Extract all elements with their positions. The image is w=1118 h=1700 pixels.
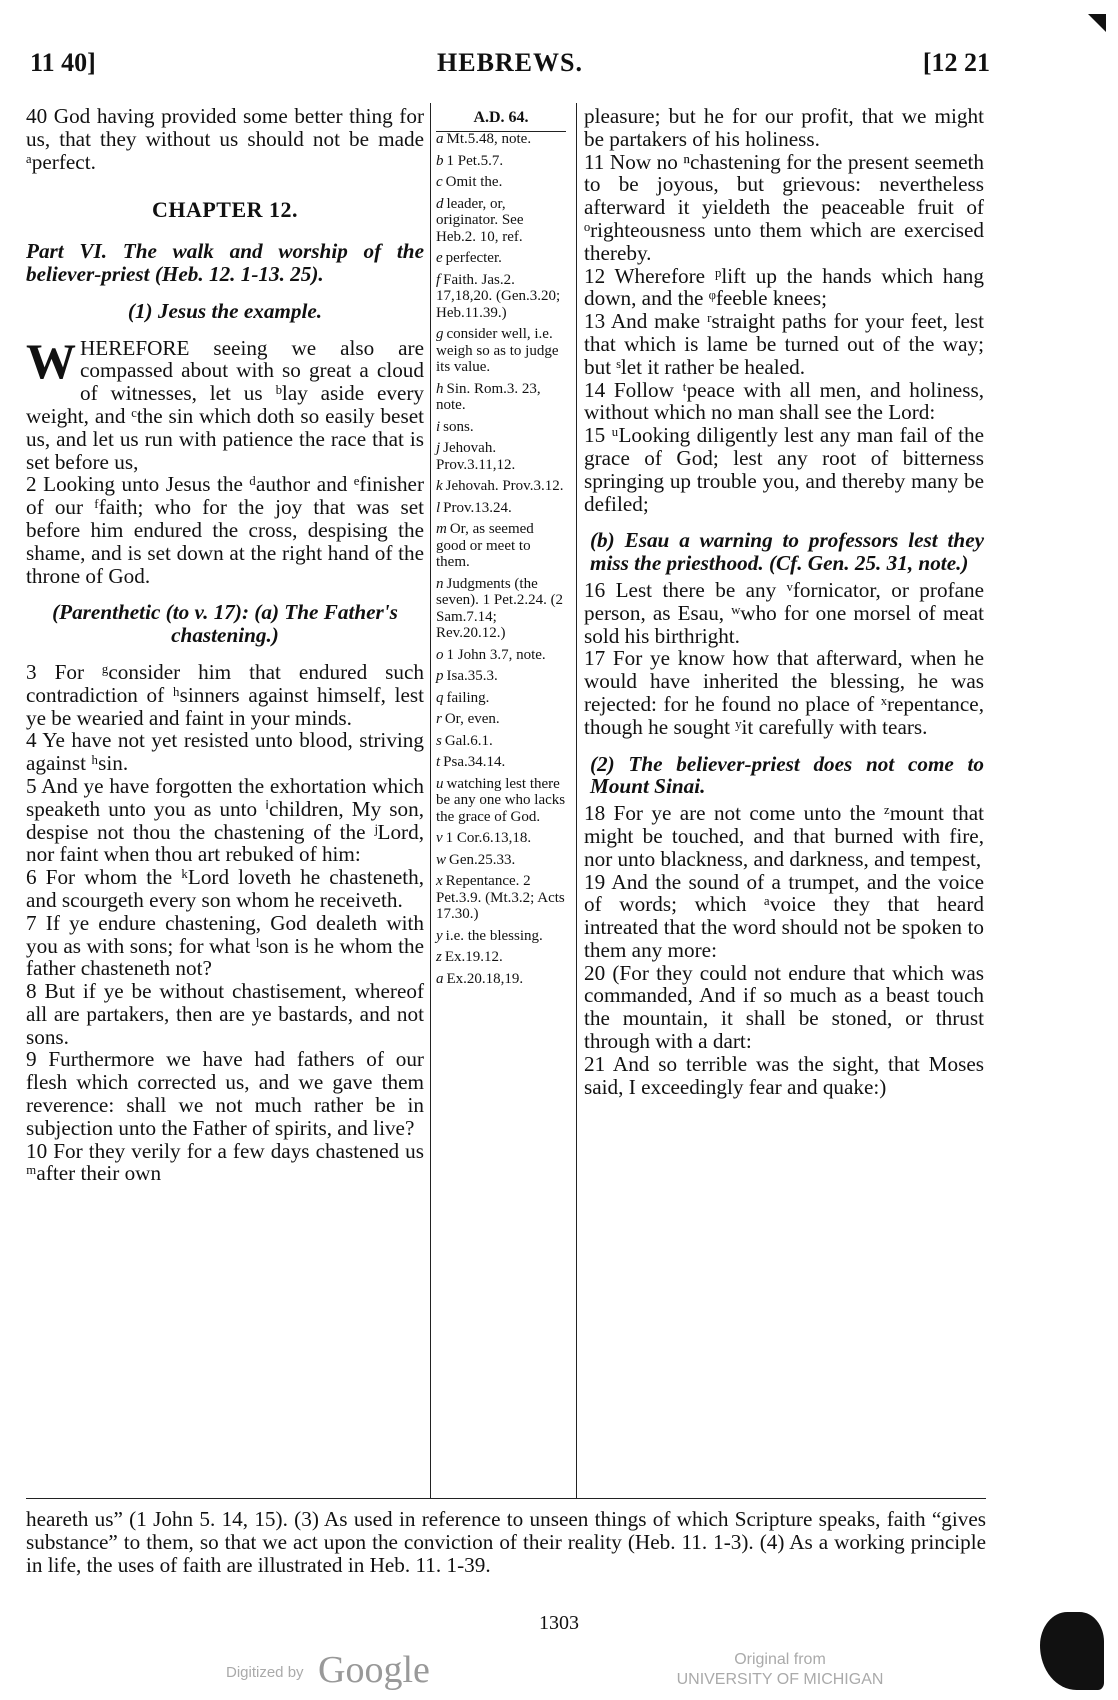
section-heading-b: (b) Esau a warning to professors lest they miss the priesthood. (Cf. Gen. 25. 31, note.) xyxy=(590,528,984,576)
parenthetic-heading: (Parenthetic (to v. 17): (a) The Father's chastening.) xyxy=(52,600,398,648)
section-heading-2: (2) The believer-priest does not come to Mount Sinai. xyxy=(590,751,984,799)
verse-12-14: 14 Follow ᵗpeace with all men, and holiness, without which no man shall see the Lord: xyxy=(584,377,984,425)
reference-note-letter: l xyxy=(436,499,441,516)
reference-note xyxy=(436,131,566,148)
reference-note xyxy=(436,153,566,170)
reference-notes xyxy=(436,131,566,987)
reference-note-letter: i xyxy=(436,418,441,435)
reference-note-letter: c xyxy=(436,174,443,190)
verse-12-2: 2 Looking unto Jesus the ᵈauthor and ᵉfinisher of our ᶠfaith; who for the joy that was set before him endured the cross, despising the shame, and is set down at the right hand of the throne of God. xyxy=(26,472,424,588)
footnote-rule xyxy=(26,1498,986,1499)
footnote: heareth us” (1 John 5. 14, 15). (3) As used in reference to unseen things of which Scripture speaks, faith “gives substance” to them, so that we act upon the conviction of their reality (Heb. 11. 1-3). (4) As a working principle in life, the uses of faith are illustrated in Heb. 11. 1-39. xyxy=(26,1507,986,1577)
reference-note-letter: z xyxy=(436,949,442,965)
verse-12-20: 20 (For they could not endure that which was commanded, And if so much as a beast touch the mountain, it shall be stoned, or thrust through with a dart: xyxy=(584,960,984,1054)
reference-note xyxy=(436,668,566,685)
verse-12-1-text: HEREFORE seeing we also are compassed about with so great a cloud of witnesses, let us ᵇlay aside every weight, and ᶜthe sin which doth so easily beset us, and let us run with patience the race that is set before us, xyxy=(26,335,424,474)
reference-note xyxy=(436,830,566,847)
page-number: 1303 xyxy=(539,1612,579,1634)
reference-note-letter: b xyxy=(436,152,444,169)
reference-note-letter: m xyxy=(436,521,447,537)
corner-mark xyxy=(1088,14,1106,32)
verse-12-6: 6 For whom the ᵏLord loveth he chasteneth, and scourgeth every son whom he receiveth. xyxy=(26,865,424,912)
reference-note-text: leader, or, originator. See Heb.2. 10, ref. xyxy=(436,195,524,245)
reference-note xyxy=(436,971,566,988)
verse-12-19: 19 And the sound of a trumpet, and the voice of words; which ᵃvoice they that heard intreated that the word should not be spoken to them any more: xyxy=(584,869,984,962)
reference-note-text: Jehovah. Prov.3.12. xyxy=(445,478,564,494)
drop-cap: W xyxy=(26,332,76,389)
reference-note xyxy=(436,733,566,750)
reference-note xyxy=(436,711,566,728)
reference-note-letter: n xyxy=(436,575,444,592)
reference-note-letter: t xyxy=(436,754,441,770)
reference-note xyxy=(436,521,566,571)
reference-note-letter: v xyxy=(436,830,443,846)
reference-note-text: Omit the. xyxy=(445,174,503,190)
section-heading-1: (1) Jesus the example. xyxy=(127,298,323,323)
university-label: UNIVERSITY OF MICHIGAN xyxy=(676,1671,884,1688)
reference-note-text: Or, even. xyxy=(444,711,500,727)
google-logo: Google xyxy=(318,1649,430,1691)
reference-note xyxy=(436,500,566,517)
reference-note-text: Ex.19.12. xyxy=(444,949,503,965)
page-header xyxy=(30,48,990,84)
reference-note-letter: e xyxy=(436,250,443,266)
chapter-heading: CHAPTER 12. xyxy=(151,197,299,223)
reference-note xyxy=(436,928,566,945)
library-credit xyxy=(650,1650,910,1690)
verse-12-17: 17 For ye know how that afterward, when he would have inherited the blessing, he was rejected: for he found no place of ˣrepentance, though he sought ʸit carefully with tears. xyxy=(584,646,984,739)
verse-12-12: 12 Wherefore ᵖlift up the hands which hang down, and the ᵠfeeble knees; xyxy=(584,263,984,311)
reference-note xyxy=(436,949,566,966)
reference-note-text: sons. xyxy=(443,418,474,435)
reference-note xyxy=(436,852,566,869)
verse-12-10-cont: pleasure; but he for our profit, that we might be partakers of his holiness. xyxy=(584,104,984,151)
reference-note xyxy=(436,647,566,664)
reference-note xyxy=(436,326,566,376)
reference-note-letter: j xyxy=(436,440,441,456)
reference-note-letter: k xyxy=(436,478,443,494)
verse-12-13: 13 And make ʳstraight paths for your feet, lest that which is lame be turned out of the way; but ˢlet it rather be healed. xyxy=(584,309,984,379)
reference-note xyxy=(436,419,566,436)
reference-note-text: Gal.6.1. xyxy=(444,732,493,749)
reference-note-letter: q xyxy=(436,689,444,706)
reference-column xyxy=(436,105,566,992)
reference-note xyxy=(436,174,566,191)
verse-12-8: 8 But if ye be without chastisement, whereof all are partakers, then are ye bastards, and not sons. xyxy=(26,979,424,1049)
verse-12-11: 11 Now no ⁿchastening for the present seemeth to be joyous, but grievous: nevertheless afterward it yieldeth the peaceable fruit of ᵒrighteousness unto them which are exercised thereby. xyxy=(584,149,984,265)
left-column xyxy=(26,105,424,1185)
verse-12-1 xyxy=(26,332,424,474)
reference-note xyxy=(436,690,566,707)
verse-12-21: 21 And so terrible was the sight, that Moses said, I exceedingly fear and quake:) xyxy=(584,1051,984,1099)
reference-note-letter: p xyxy=(436,668,444,684)
reference-note xyxy=(436,250,566,267)
reference-note xyxy=(436,478,566,495)
reference-note-text: Or, as seemed good or meet to them. xyxy=(436,521,534,570)
column-divider-left xyxy=(430,103,431,1498)
reference-note xyxy=(436,776,566,826)
reference-note-text: consider well, i.e. weigh so as to judge its value. xyxy=(436,326,559,375)
reference-note-letter: s xyxy=(436,732,442,749)
verse-11-40: 40 God having provided some better thing for us, that they without us should not be made ᵃperfect. xyxy=(26,104,424,174)
reference-note xyxy=(436,381,566,414)
reference-note-text: Isa.35.3. xyxy=(446,668,498,684)
reference-note-text: Gen.25.33. xyxy=(449,851,516,868)
reference-note-letter: o xyxy=(436,646,444,663)
reference-note-text: 1 Pet.5.7. xyxy=(446,152,504,169)
reference-note-letter: x xyxy=(436,873,443,889)
reference-note-text: Faith. Jas.2. 17,18,20. (Gen.3.20; Heb.11.39.) xyxy=(436,271,561,321)
reference-note-text: 1 John 3.7, note. xyxy=(446,646,546,663)
header-left: 11 40] xyxy=(30,48,96,77)
reference-note-letter: f xyxy=(436,271,441,288)
reference-note-text: Judgments (the seven). 1 Pet.2.24. (2 Sam.7.14; Rev.20.12.) xyxy=(436,575,564,641)
reference-note-letter: y xyxy=(436,927,443,944)
verse-12-15: 15 ᵘLooking diligently lest any man fail of the grace of God; lest any root of bitterness springing up trouble you, and thereby many be defiled; xyxy=(584,423,984,516)
reference-note-text: watching lest there be any one who lacks the grace of God. xyxy=(436,775,566,825)
reference-note xyxy=(436,754,566,771)
verse-12-10: 10 For they verily for a few days chastened us ᵐafter their own xyxy=(26,1138,424,1186)
verse-12-5: 5 And ye have forgotten the exhortation which speaketh unto you as unto ⁱchildren, My son, despise not thou the chastening of the ʲLord, nor faint when thou art rebuked of him: xyxy=(26,773,424,867)
reference-note xyxy=(436,576,566,642)
reference-note-text: 1 Cor.6.13,18. xyxy=(445,830,532,846)
reference-note-text: i.e. the blessing. xyxy=(445,927,543,944)
reference-note-text: Repentance. 2 Pet.3.9. (Mt.3.2; Acts 17.30.) xyxy=(436,873,565,922)
reference-note-text: Jehovah. Prov.3.11,12. xyxy=(436,440,516,473)
scan-edge-mark xyxy=(1040,1612,1104,1690)
reference-note-letter: w xyxy=(436,851,447,868)
reference-note-text: failing. xyxy=(446,689,490,706)
verse-12-7: 7 If ye endure chastening, God dealeth with you as with sons; for what ˡson is he whom the father chasteneth not? xyxy=(26,910,424,981)
reference-note xyxy=(436,440,566,473)
part-heading: Part VI. The walk and worship of the believer-priest (Heb. 12. 1-13. 25). xyxy=(26,239,424,286)
reference-note xyxy=(436,272,566,322)
reference-note-text: Sin. Rom.3. 23, note. xyxy=(436,380,541,413)
digitized-by-label: Digitized by xyxy=(226,1664,304,1681)
header-title: HEBREWS. xyxy=(437,48,583,77)
reference-note xyxy=(436,196,566,246)
column-divider-right xyxy=(576,103,577,1498)
reference-note-text: Ex.20.18,19. xyxy=(446,970,524,987)
reference-note-letter: g xyxy=(436,326,444,342)
verse-12-3: 3 For ᵍconsider him that endured such contradiction of ʰsinners against himself, lest ye be wearied and faint in your minds. xyxy=(26,659,424,730)
original-from-label: Original from xyxy=(734,1651,826,1668)
reference-note-letter: h xyxy=(436,380,444,397)
reference-note-text: perfecter. xyxy=(445,250,502,266)
reference-note-letter: u xyxy=(436,775,444,792)
verse-12-18: 18 For ye are not come unto the ᶻmount that might be touched, and that burned with fire, nor unto blackness, and darkness, and tempest, xyxy=(584,801,984,871)
header-right: [12 21 xyxy=(922,48,990,77)
verse-12-4: 4 Ye have not yet resisted unto blood, striving against ʰsin. xyxy=(26,728,424,776)
reference-note-text: Mt.5.48, note. xyxy=(446,131,532,147)
reference-note xyxy=(436,873,566,923)
reference-note-letter: r xyxy=(436,711,442,727)
verse-12-16: 16 Lest there be any ᵛfornicator, or profane person, as Esau, ʷwho for one morsel of meat sold his birthright. xyxy=(584,577,984,648)
reference-note-text: Psa.34.14. xyxy=(443,754,506,770)
reference-note-letter: a xyxy=(436,970,444,987)
verse-12-9: 9 Furthermore we have had fathers of our flesh which corrected us, and we gave them reverence: shall we not much rather be in subjection unto the Father of spirits, and live? xyxy=(26,1047,424,1140)
date-label: A.D. 64. xyxy=(473,109,529,126)
reference-note-text: Prov.13.24. xyxy=(443,499,512,516)
reference-note-letter: d xyxy=(436,195,444,212)
right-column xyxy=(584,105,984,1098)
reference-note-letter: a xyxy=(436,131,444,147)
